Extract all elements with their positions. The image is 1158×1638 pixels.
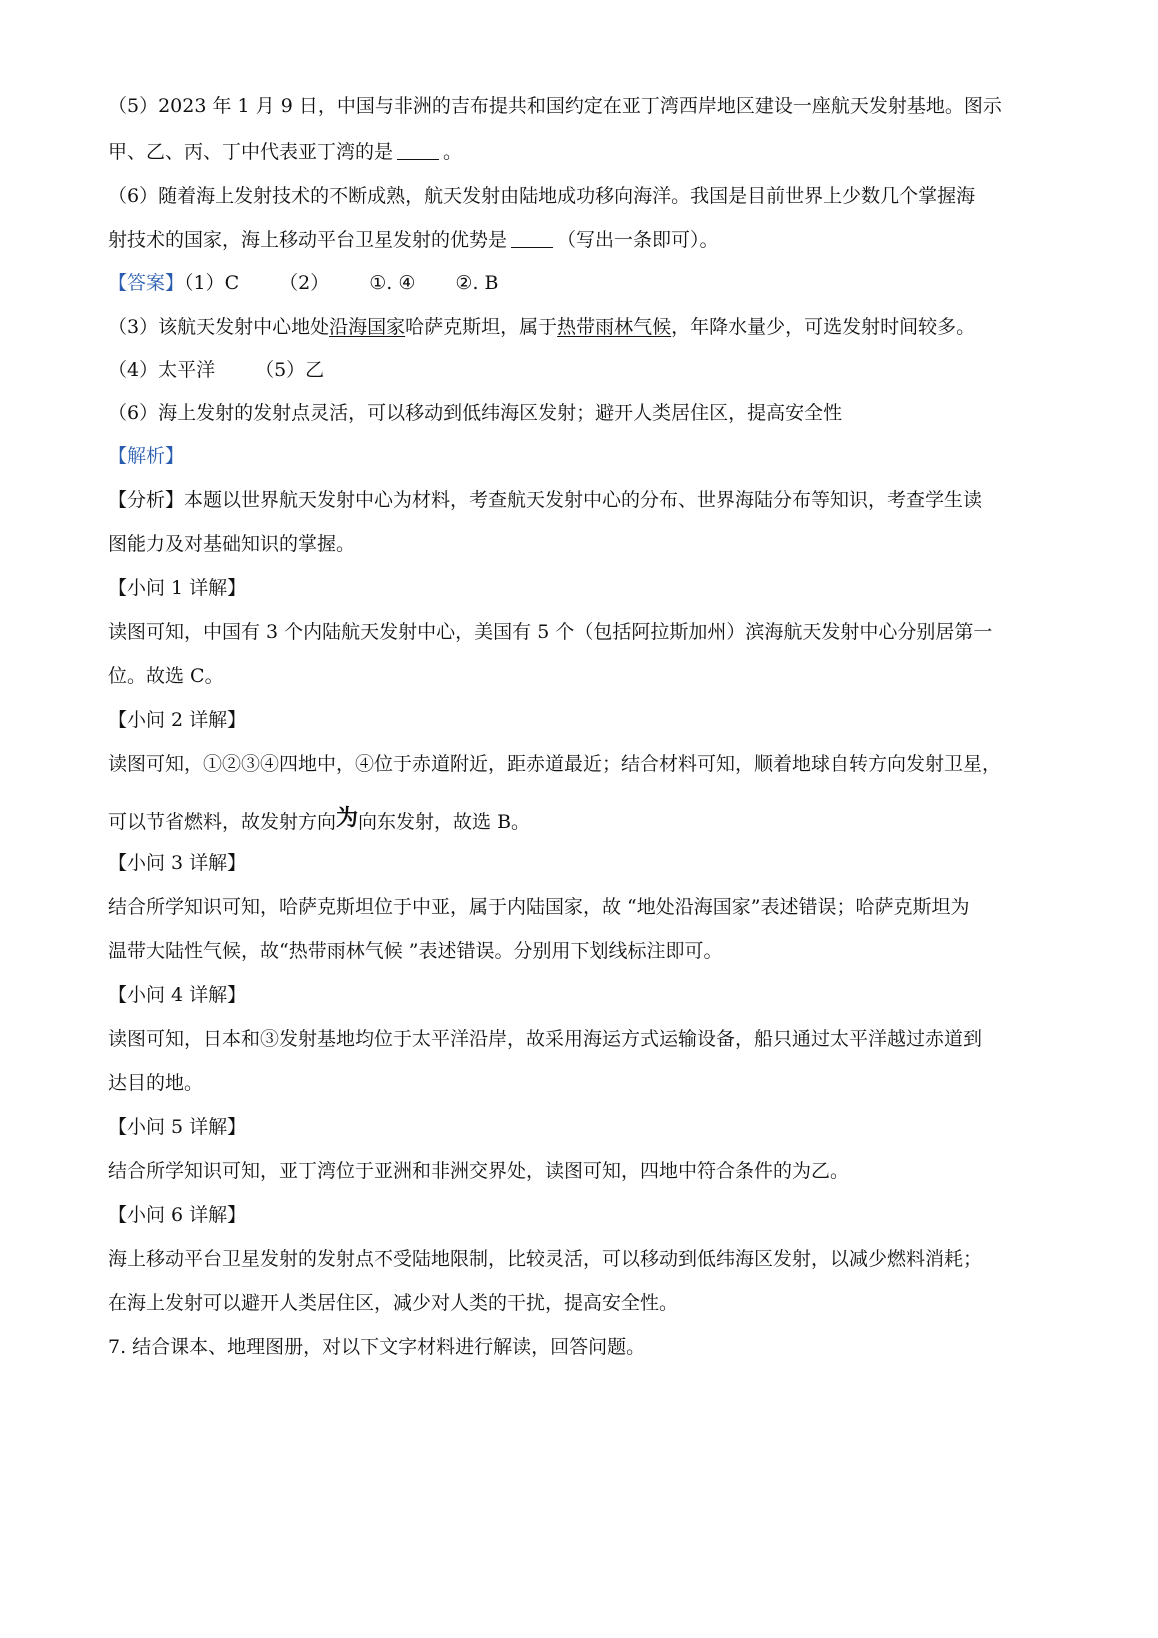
answer-1: （1）C [184,272,240,294]
answer-3-text-3: ，年降水量少，可选发射时间较多。 [671,316,976,338]
q5-line1: （5）2023 年 1 月 9 日，中国与非洲的吉布提共和国约定在亚丁湾西岸地区建设一座航天发射基地。图示 [108,95,1002,117]
answer-2: （2） [279,272,330,294]
section-2-line2-text: 可以节省燃料，故发射方向 [108,811,337,833]
section-2-line2-end: 向东发射，故选 B。 [358,811,531,833]
section-6-line2: 在海上发射可以避开人类居住区，减少对人类的干扰，提高安全性。 [108,1292,679,1314]
section-4-line2: 达目的地。 [108,1072,204,1094]
analysis-intro-2: 图能力及对基础知识的掌握。 [108,533,356,555]
q6-line2-end: （写出一条即可）。 [557,229,719,251]
answer-line1 [108,271,498,295]
answer-blank [397,141,439,160]
q5-line2 [108,140,462,164]
q6-line1: （6）随着海上发射技术的不断成熟，航天发射由陆地成功移向海洋。我国是目前世界上少数几个掌握海 [108,185,976,207]
section-2-line1: 读图可知，①②③④四地中，④位于赤道附近，距赤道最近；结合材料可知，顺着地球自转方向发射卫星， [108,753,1002,775]
answer-line4 [108,358,324,382]
answer-3-text: （3）该航天发射中心地处 [108,316,330,338]
answer-3-underline-2: 热带雨林气候 [557,316,672,338]
answer-2-2: ②. B [455,272,499,294]
answer-blank [511,229,553,248]
answer-label: 【答案】 [108,272,185,294]
q5-line2-text: 甲、乙、丙、丁中代表亚丁湾的是 [108,141,394,163]
section-1-title: 【小问 1 详解】 [108,577,247,599]
section-3-line1: 结合所学知识可知，哈萨克斯坦位于中亚，属于内陆国家，故 “地处沿海国家”表述错误；哈萨克斯坦为 [108,896,970,918]
section-4-title: 【小问 4 详解】 [108,984,247,1006]
answer-5: （5）乙 [255,359,325,381]
section-5-title: 【小问 5 详解】 [108,1116,247,1138]
section-5-line1: 结合所学知识可知，亚丁湾位于亚洲和非洲交界处，读图可知，四地中符合条件的为乙。 [108,1160,850,1182]
answer-line3 [108,315,975,339]
section-6-line1: 海上移动平台卫星发射的发射点不受陆地限制，比较灵活，可以移动到低纬海区发射，以减少燃料消耗； [108,1248,983,1270]
q6-line2-text: 射技术的国家，海上移动平台卫星发射的优势是 [108,229,508,251]
answer-4: （4）太平洋 [108,359,216,381]
answer-3-underline-1: 沿海国家 [329,316,406,338]
analysis-intro-1: 【分析】本题以世界航天发射中心为材料，考查航天发射中心的分布、世界海陆分布等知识，考查学生读 [108,489,983,511]
section-3-title: 【小问 3 详解】 [108,852,247,874]
q6-line2 [108,228,719,252]
section-1-line2: 位。故选 C。 [108,665,224,687]
answer-3-text-2: 哈萨克斯坦，属于 [405,316,558,338]
question-7-line1: 7. 结合课本、地理图册，对以下文字材料进行解读，回答问题。 [108,1336,646,1358]
section-2-title: 【小问 2 详解】 [108,709,247,731]
section-3-line2: 温带大陆性气候，故“热带雨林气候 ”表述错误。分别用下划线标注即可。 [108,940,723,962]
section-2-line2 [108,806,530,834]
section-4-line1: 读图可知，日本和③发射基地均位于太平洋沿岸，故采用海运方式运输设备，船只通过太平洋越过赤道到 [108,1028,983,1050]
answer-line6: （6）海上发射的发射点灵活，可以移动到低纬海区发射；避开人类居住区，提高安全性 [108,402,843,424]
q5-line2-end: 。 [443,141,463,163]
answer-2-1: ①. ④ [369,272,416,294]
section-2-bold-char: 为 [336,805,359,831]
section-6-title: 【小问 6 详解】 [108,1204,247,1226]
section-1-line1: 读图可知，中国有 3 个内陆航天发射中心，美国有 5 个（包括阿拉斯加州）滨海航天发射中心分别居第一 [108,621,993,643]
analysis-label: 【解析】 [108,445,185,467]
